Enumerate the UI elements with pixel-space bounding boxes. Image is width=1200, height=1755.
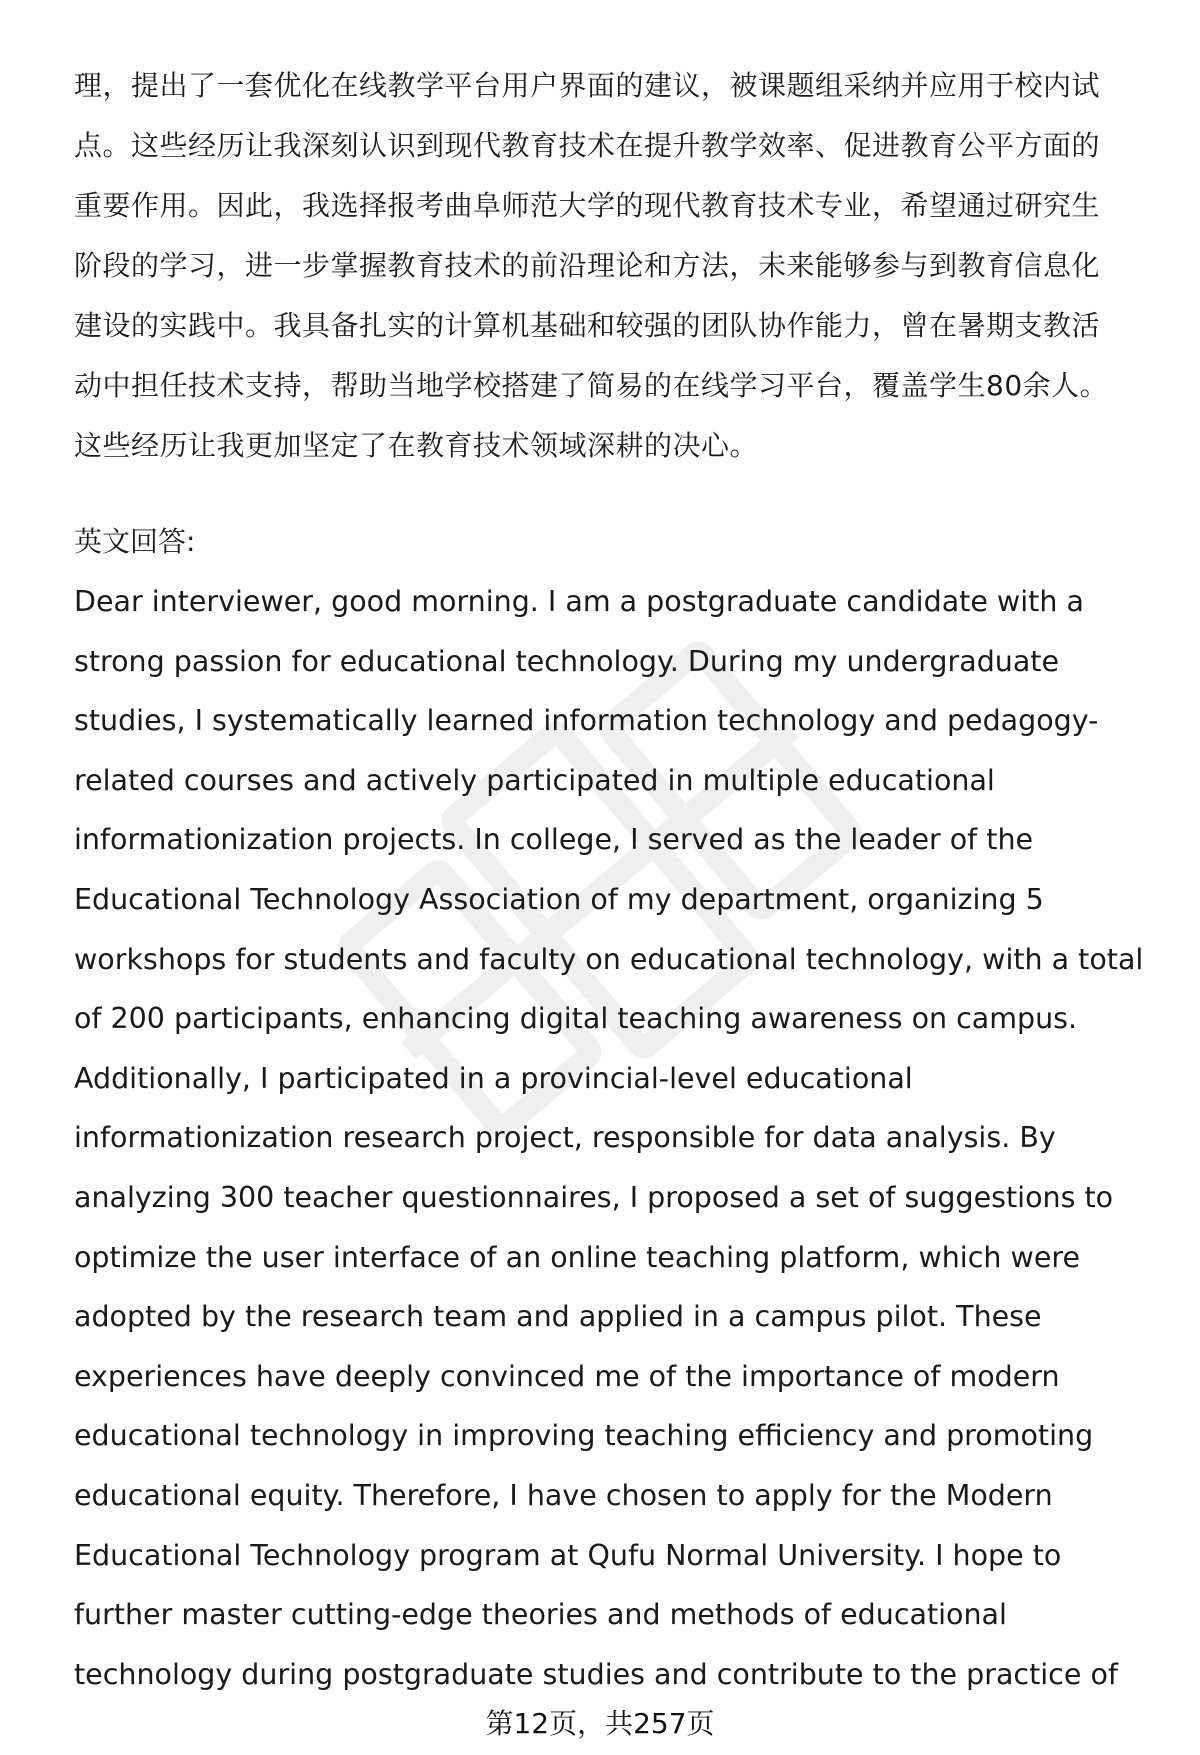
english-line: educational equity. Therefore, I have chosen to apply for the Modern <box>74 1478 1053 1512</box>
english-line: studies, I systematically learned information technology and pedagogy- <box>74 704 1099 738</box>
english-line: workshops for students and faculty on educational technology, with a total <box>74 942 1144 976</box>
english-line: informationization research project, responsible for data analysis. By <box>74 1121 1056 1155</box>
chinese-line: 这些经历让我更加坚定了在教育技术领域深耕的决心。 <box>74 429 759 462</box>
chinese-line: 建设的实践中。我具备扎实的计算机基础和较强的团队协作能力，曾在暑期支教活 <box>74 309 1101 342</box>
english-line: educational technology in improving teaching efficiency and promoting <box>74 1419 1094 1453</box>
chinese-answer <box>74 56 1154 476</box>
chinese-line: 动中担任技术支持，帮助当地学校搭建了简易的在线学习平台，覆盖学生80余人。 <box>74 369 1109 402</box>
english-line: technology during postgraduate studies and contribute to the practice of <box>74 1657 1118 1691</box>
english-line: informationization projects. In college, I served as the leader of the <box>74 823 1034 857</box>
english-answer <box>74 572 1154 1704</box>
chinese-line: 重要作用。因此，我选择报考曲阜师范大学的现代教育技术专业，希望通过研究生 <box>74 189 1101 222</box>
english-line: experiences have deeply convinced me of the importance of modern <box>74 1359 1060 1393</box>
document-body <box>74 56 1154 1704</box>
chinese-line: 阶段的学习，进一步掌握教育技术的前沿理论和方法，未来能够参与到教育信息化 <box>74 249 1101 282</box>
english-line: optimize the user interface of an online teaching platform, which were <box>74 1240 1080 1274</box>
english-line: strong passion for educational technology. During my undergraduate <box>74 644 1060 678</box>
english-line: further master cutting-edge theories and methods of educational <box>74 1598 1007 1632</box>
english-line: related courses and actively participated in multiple educational <box>74 763 995 797</box>
english-answer-heading: 英文回答: <box>74 525 196 558</box>
english-line: Educational Technology program at Qufu Normal University. I hope to <box>74 1538 1062 1572</box>
chinese-line: 理，提出了一套优化在线教学平台用户界面的建议，被课题组采纳并应用于校内试 <box>74 69 1101 102</box>
page-number-footer: 第12页，共257页 <box>485 1707 715 1740</box>
english-line: of 200 participants, enhancing digital teaching awareness on campus. <box>74 1002 1078 1036</box>
english-line: analyzing 300 teacher questionnaires, I proposed a set of suggestions to <box>74 1180 1114 1214</box>
english-line: Additionally, I participated in a provincial-level educational <box>74 1061 913 1095</box>
english-line: adopted by the research team and applied in a campus pilot. These <box>74 1300 1042 1334</box>
english-line: Educational Technology Association of my department, organizing 5 <box>74 882 1044 916</box>
chinese-line: 点。这些经历让我深刻认识到现代教育技术在提升教学效率、促进教育公平方面的 <box>74 129 1101 162</box>
english-line: Dear interviewer, good morning. I am a postgraduate candidate with a <box>74 585 1084 618</box>
